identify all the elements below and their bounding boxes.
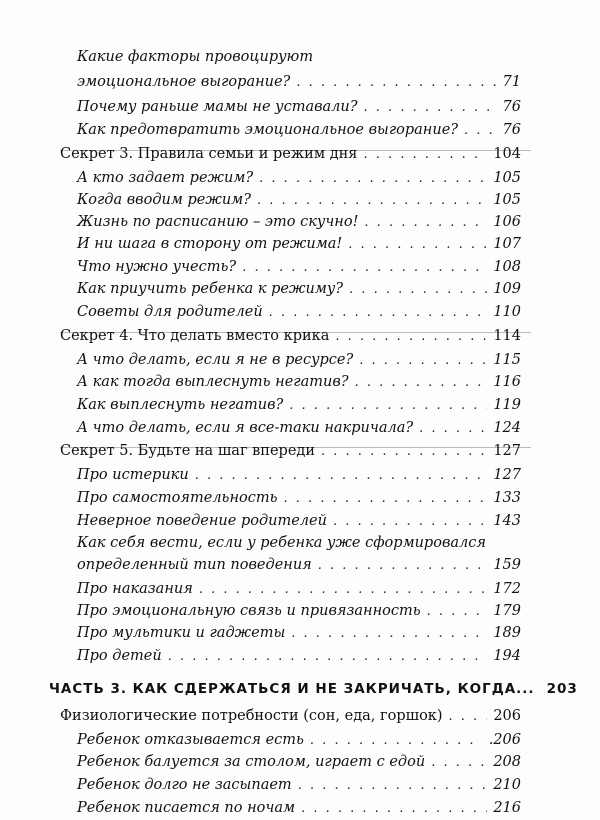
toc-subentry [77,417,521,439]
toc-page-number: 71 [502,74,521,90]
toc-page-number: 159 [493,557,521,573]
toc-entry-title: Про детей [77,648,162,664]
leader-dots [199,579,488,601]
toc-page-number: 105 [493,170,521,186]
toc-subentry [77,167,521,189]
toc-page-number: 206 [493,708,521,724]
leader-dots [363,144,487,166]
toc-subentry [77,119,521,141]
toc-subentry [77,371,521,393]
toc-page-number: 105 [493,192,521,208]
leader-dots [427,601,488,623]
toc-page-number: 106 [493,214,521,230]
toc-subentry [77,46,521,68]
leader-dots [321,441,487,463]
toc-page-number: 210 [493,777,521,793]
toc-page-number: 114 [493,328,521,344]
toc-subentry [77,645,521,667]
toc-section-entry [60,705,521,727]
toc-page-number: 172 [493,581,521,597]
toc-entry-title: Про наказания [77,581,193,597]
toc-subentry [77,349,521,371]
toc-page-number: 116 [493,374,521,390]
toc-subentry [77,464,521,486]
toc-entry-title: Про мультики и гаджеты [77,625,286,641]
toc-entry-title: Советы для родителей [77,304,263,320]
toc-page-number: 119 [493,397,521,413]
toc-entry-title: эмоциональное выгорание? [77,74,291,90]
toc-subentry [77,510,521,532]
leader-dots [359,350,487,372]
toc-subentry [77,774,521,796]
leader-dots [348,234,487,256]
toc-page-number: 133 [493,490,521,506]
leader-dots [449,706,488,728]
toc-entry-title: Про самостоятельность [77,490,278,506]
toc-subentry [77,622,521,644]
toc-subentry [77,211,521,233]
leader-dots [310,730,483,752]
leader-dots [464,120,497,142]
toc-subentry [77,751,521,773]
toc-subentry [77,256,521,278]
toc-subentry [77,554,521,576]
toc-entry-title: Ребенок писается по ночам [77,800,296,816]
toc-page-number: 127 [493,443,521,459]
toc-entry-title: Ребенок отказывается есть [77,732,304,748]
leader-dots [298,775,488,797]
toc-entry-title: ЧАСТЬ 3. КАК СДЕРЖАТЬСЯ И НЕ ЗАКРИЧАТЬ, КОГДА... [49,681,535,697]
toc-entry-title: Как приучить ребенка к режиму? [77,281,344,297]
toc-entry-title: А как тогда выплеснуть негатив? [77,374,349,390]
toc-subentry [77,301,521,323]
toc-page-number: 76 [502,99,521,115]
toc-page-number: 124 [493,420,521,436]
toc-entry-title: Физиологические потребности (сон, еда, горшок) [60,708,443,724]
toc-subentry [77,278,521,300]
toc-page-number: 194 [493,648,521,664]
leader-dots [335,326,487,348]
toc-subentry [77,729,521,751]
toc-entry-title: Ребенок балуется за столом, играет с едой [77,754,426,770]
leader-dots [364,97,497,119]
toc-entry-title: А что делать, если я не в ресурсе? [77,352,354,368]
toc-entry-title: Секрет 3. Правила семьи и режим дня [60,146,358,162]
toc-subentry [77,96,521,118]
toc-entry-title: Секрет 5. Будьте на шаг впереди [60,443,316,459]
toc-subentry [77,578,521,600]
toc-subentry [77,797,521,819]
toc-page-number: 104 [493,146,521,162]
leader-dots [296,72,496,94]
toc-page-number: 127 [493,467,521,483]
toc-subentry [77,71,521,93]
leader-dots [269,302,488,324]
toc-subentry [77,394,521,416]
toc-entry-title: Про эмоциональную связь и привязанность [77,603,421,619]
toc-entry-title: определенный тип поведения [77,557,312,573]
toc-page-number: 107 [493,236,521,252]
toc-entry-title: Как выплеснуть негатив? [77,397,284,413]
toc-subentry [77,600,521,622]
toc-page-number: .206 [488,732,521,748]
leader-dots [364,212,487,234]
leader-dots [242,257,487,279]
leader-dots [195,465,488,487]
leader-dots [431,752,487,774]
toc-page-number: 109 [493,281,521,297]
toc-page-number: 143 [493,513,521,529]
toc-entry-title: Ребенок долго не засыпает [77,777,292,793]
toc-subentry [77,189,521,211]
toc-page-number: 189 [493,625,521,641]
toc-entry-title: Какие факторы провоцируют [77,49,314,65]
toc-entry-title: Неверное поведение родителей [77,513,327,529]
leader-dots [301,798,487,820]
toc-page-number: 108 [493,259,521,275]
toc-section-entry [60,440,521,462]
toc-page-number: 216 [493,800,521,816]
toc-entry-title: Про истерики [77,467,189,483]
leader-dots [318,555,488,577]
toc-page-number: 110 [493,304,521,320]
leader-dots [333,511,487,533]
toc-entry-title: Как предотвратить эмоциональное выгорание? [77,122,459,138]
toc-entry-title: И ни шага в сторону от режима! [77,236,343,252]
toc-subentry [77,532,521,554]
toc-entry-title: Жизнь по расписанию – это скучно! [77,214,359,230]
toc-entry-title: Что нужно учесть? [77,259,237,275]
toc-subentry [77,233,521,255]
toc-section-entry [60,325,521,347]
leader-dots [284,488,488,510]
leader-dots [257,190,487,212]
leader-dots [419,418,487,440]
toc-entry-title: Секрет 4. Что делать вместо крика [60,328,330,344]
toc-subentry [77,487,521,509]
toc-page-number: 203 [546,681,578,697]
toc-entry-title: Как себя вести, если у ребенка уже сформировался [77,535,486,551]
toc-page-number: 179 [493,603,521,619]
leader-dots [349,279,487,301]
toc-page-number: 115 [493,352,521,368]
leader-dots [355,372,488,394]
toc-entry-title: Почему раньше мамы не уставали? [77,99,358,115]
toc-entry-title: Когда вводим режим? [77,192,251,208]
leader-dots [291,623,487,645]
toc-page-number: 208 [493,754,521,770]
toc-entry-title: А кто задает режим? [77,170,254,186]
toc-page-number: 76 [502,122,521,138]
toc-part-entry [49,678,578,700]
leader-dots [168,646,488,668]
toc-entry-title: А что делать, если я все-таки накричала? [77,420,414,436]
leader-dots [259,168,487,190]
toc-section-entry [60,143,521,165]
leader-dots [289,395,487,417]
